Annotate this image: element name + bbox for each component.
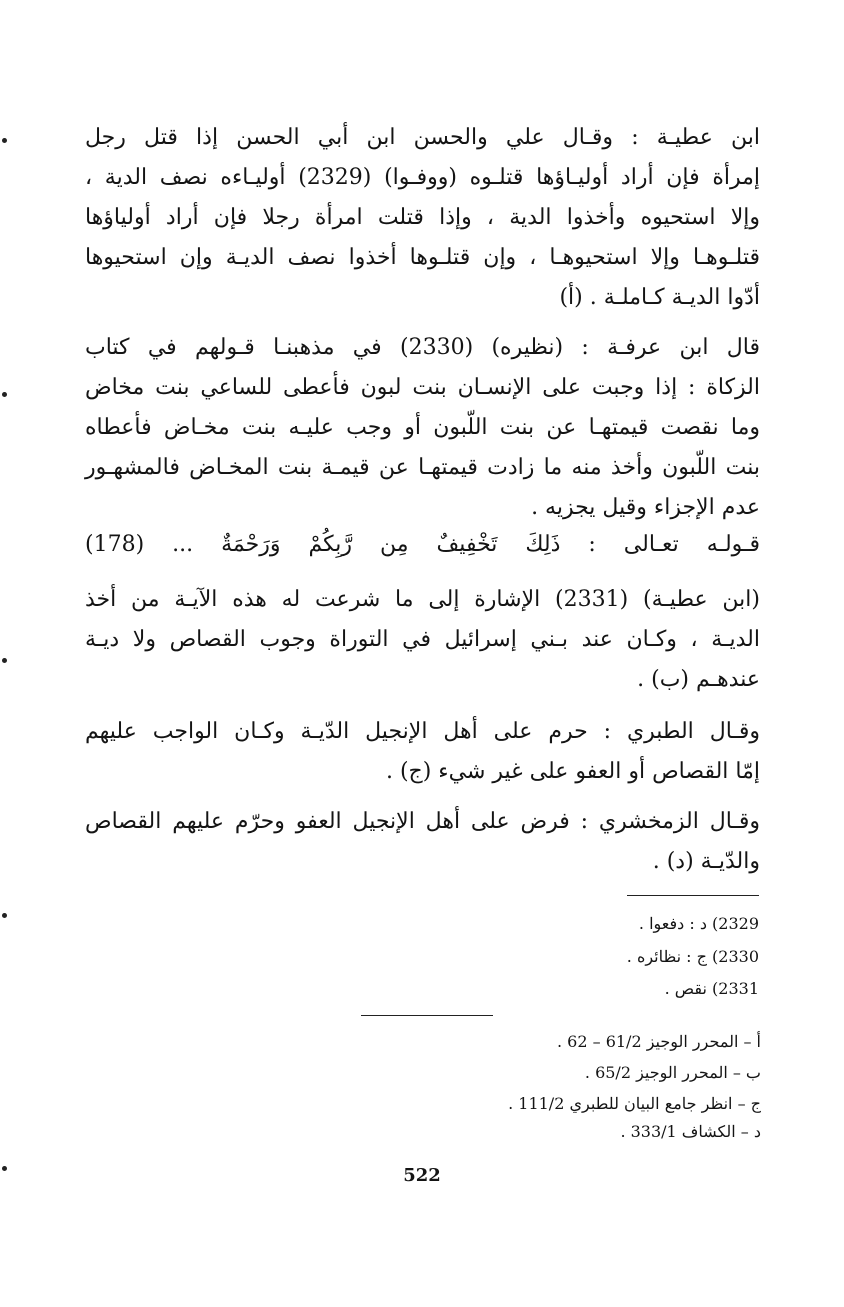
text-line: بنت اللّبون وأخذ منه ما زادت قيمتهـا عن قيمـة بنت المخـاض فالمشهـور: [85, 455, 761, 480]
text-line: إمّا القصاص أو العفو على غير شيء (ج) .: [385, 759, 760, 784]
source-note: أ – المحرر الوجيز 61/2 – 62 .: [556, 1032, 761, 1051]
text-line: (ابن عطيـة) (2331) الإشارة إلى ما شرعت له هذه الآيـة من أخذ: [85, 587, 760, 612]
source-note: ب – المحرر الوجيز 65/2 .: [584, 1063, 761, 1082]
footnote-divider: [627, 895, 759, 896]
margin-mark: [2, 392, 7, 397]
text-line: أدّوا الديـة كـاملـة . (أ): [559, 285, 760, 310]
paragraph-ibn-atiyya-2: [85, 580, 760, 700]
paragraph-zamakhshari: [85, 802, 760, 882]
paragraph-ibn-atiyya: [85, 118, 760, 318]
paragraph-ibn-arafa: [85, 328, 760, 528]
text-line: إمرأة فإن أراد أوليـاؤها قتلـوه (ووفـوا) (2329) أوليـاءه نصف الدية ،: [85, 165, 760, 190]
page-number: 522: [403, 1165, 441, 1186]
manuscript-note: 2330) ج : نظائره .: [626, 947, 759, 966]
source-note: ج – انظر جامع البيان للطبري 111/2 .: [508, 1094, 761, 1113]
verse-line: [85, 525, 760, 565]
text-line: الزكاة : إذا وجبت على الإنسـان بنت لبون فأعطى للساعي بنت مخاض: [85, 375, 761, 400]
text-line: ابن عطيـة : وقـال علي والحسن ابن أبي الحسن إذا قتل رجل: [85, 125, 760, 150]
text-line: وإلا استحيوه وأخذوا الدية ، وإذا قتلت امرأة رجلا فإن أراد أولياؤها: [85, 205, 760, 230]
text-line: قـولـه تعـالى : ذَلِكَ تَخْفِيفٌ مِن رَّبِكُمْ وَرَحْمَةٌ ... (178): [85, 532, 760, 557]
text-line: وقـال الطبري : حرم على أهل الإنجيل الدّيـة وكـان الواجب عليهم: [85, 719, 760, 744]
text-line: وقـال الزمخشري : فرض على أهل الإنجيل العفو وحرّم عليهم القصاص: [85, 809, 760, 834]
manuscript-note: 2331) نقص .: [664, 979, 759, 998]
manuscript-note: 2329) د : دفعوا .: [638, 914, 759, 933]
text-line: وما نقصت قيمتهـا عن بنت اللّبون أو وجب عليـه بنت مخـاض فأعطاه: [85, 415, 760, 440]
text-line: قال ابن عرفـة : (نظيره) (2330) في مذهبنـا قـولهم في كتاب: [85, 335, 760, 360]
text-line: عندهـم (ب) .: [637, 667, 760, 692]
text-line: الديـة ، وكـان عند بـني إسرائيل في التوراة وجوب القصاص ولا ديـة: [85, 627, 760, 652]
source-divider: [361, 1015, 493, 1016]
text-line: والدّيـة (د) .: [652, 849, 760, 874]
paragraph-tabari: [85, 712, 760, 792]
margin-mark: [2, 658, 7, 663]
source-note: د – الكشاف 333/1 .: [620, 1122, 761, 1141]
margin-mark: [2, 913, 7, 918]
text-line: قتلـوهـا وإلا استحيوهـا ، وإن قتلـوها أخذوا نصف الديـة وإن استحيوها: [85, 245, 760, 270]
text-line: عدم الإجزاء وقيل يجزيه .: [531, 495, 760, 520]
margin-mark: [2, 138, 7, 143]
